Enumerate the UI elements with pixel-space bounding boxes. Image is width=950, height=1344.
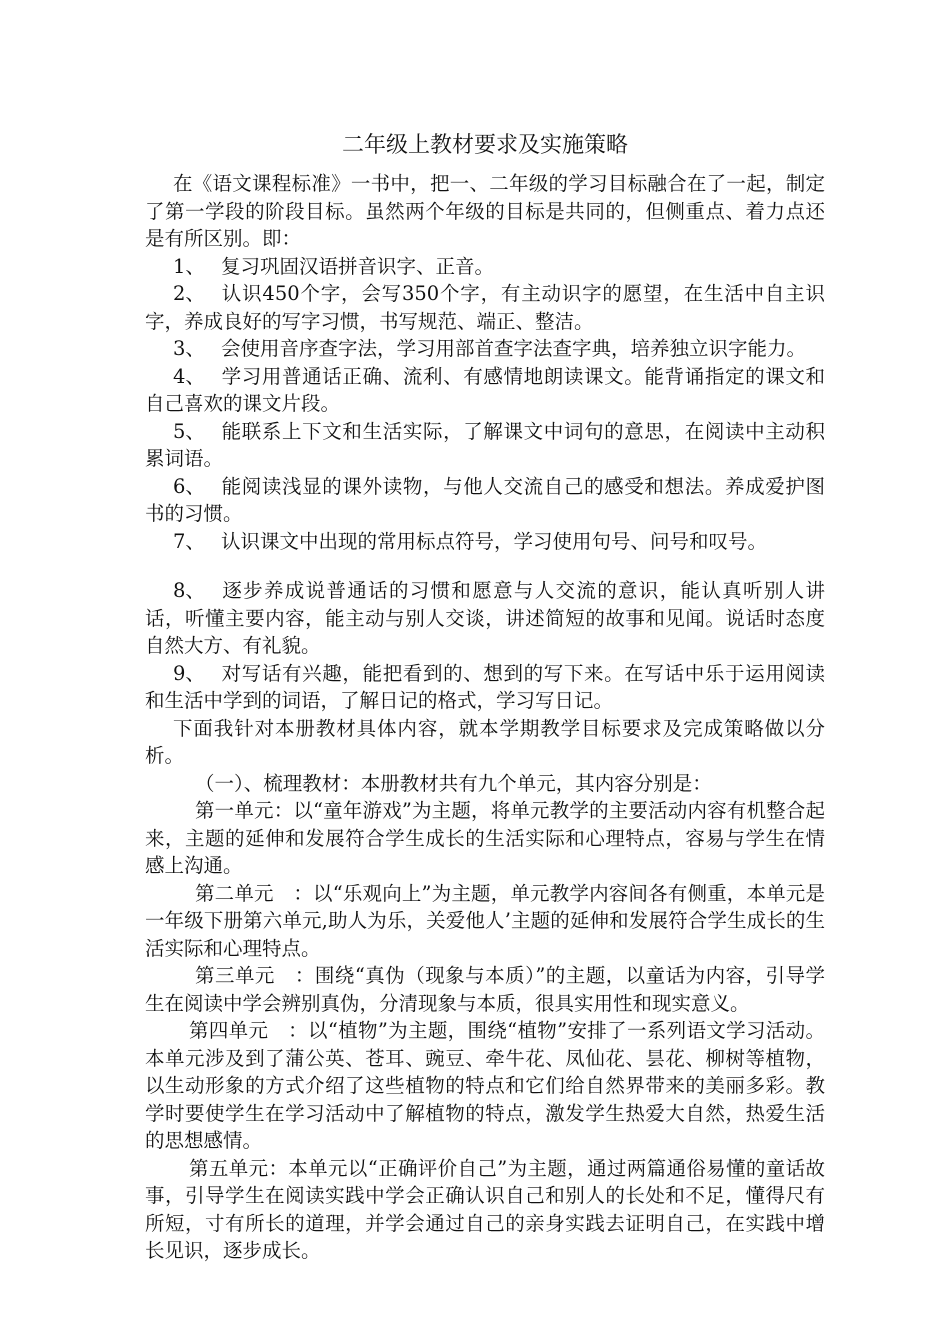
goal-item-1 <box>145 253 825 281</box>
goal-item-6 <box>145 473 825 528</box>
unit-1-paragraph: 第一单元：以“童年游戏”为主题，将单元教学的主要活动内容有机整合起来，主题的延伸和发展符合学生成长的生活实际和心理特点，容易与学生在情感上沟通。 <box>145 799 825 877</box>
goal-number: 9、 <box>173 661 205 685</box>
goal-number: 5、 <box>173 419 205 443</box>
unit-4-paragraph: 第四单元 ：以“植物”为主题，围绕“植物”安排了一系列语文学习活动。本单元涉及到了蒲公英、苍耳、豌豆、牵牛花、凤仙花、昙花、柳树等植物，以生动形象的方式介绍了这些植物的特点和它们给自然界带来的美丽多彩。教学时要使学生在学习活动中了解植物的特点，激发学生热爱大自然，热爱生活的思想感情。 <box>145 1019 825 1152</box>
goal-number: 4、 <box>173 364 205 388</box>
goal-number: 6、 <box>173 474 205 498</box>
goal-number: 3、 <box>173 337 205 360</box>
section-heading: （一）、梳理教材：本册教材共有九个单元，其内容分别是： <box>195 771 712 795</box>
intro-paragraph: 在《语文课程标准》一书中，把一、二年级的学习目标融合在了一起，制定了第一学段的阶段目标。虽然两个年级的目标是共同的，但侧重点、着力点还是有所区别。即： <box>145 172 825 250</box>
goal-text: 复习巩固汉语拼音识字、正音。 <box>221 254 495 278</box>
goal-number: 8、 <box>173 579 205 602</box>
unit-2-paragraph: 第二单元 ：以“乐观向上”为主题，单元教学内容间各有侧重，本单元是一年级下册第六单元,助人为乐，关爱他人’主题的延伸和发展符合学生成长的生活实际和心理特点。 <box>145 881 825 960</box>
document-title: 二年级上教材要求及实施策略 <box>341 133 628 158</box>
goal-item-3 <box>145 335 825 363</box>
goal-text: 能阅读浅显的课外读物，与他人交流自己的感受和想法。养成爱护图书的习惯。 <box>145 474 825 525</box>
goal-item-8 <box>145 577 825 660</box>
goal-text: 会使用音序查字法，学习用部首查字法查字典，培养独立识字能力。 <box>221 337 807 360</box>
goal-text: 认识课文中出现的常用标点符号，学习使用句号、问号和叹号。 <box>221 529 768 553</box>
goal-number: 7、 <box>173 529 205 553</box>
paragraph-gap <box>145 555 825 577</box>
goal-text: 认识450个字，会写350个字，有主动识字的愿望，在生活中自主识字，养成良好的写字习惯，书写规范、端正、整洁。 <box>145 282 825 333</box>
goal-number: 1、 <box>173 254 205 278</box>
goal-item-4 <box>145 363 825 418</box>
goal-item-7 <box>145 528 825 556</box>
unit-3-paragraph: 第三单元 ：围绕“真伪（现象与本质）”的主题，以童话为内容，引导学生在阅读中学会辨别真伪，分清现象与本质，很具实用性和现实意义。 <box>145 964 825 1015</box>
goal-text: 逐步养成说普通话的习惯和愿意与人交流的意识，能认真听别人讲话，听懂主要内容，能主动与别人交谈，讲述简短的故事和见闻。说话时态度自然大方、有礼貌。 <box>145 579 825 657</box>
goal-item-5 <box>145 418 825 473</box>
goal-text: 学习用普通话正确、流利、有感情地朗读课文。能背诵指定的课文和自己喜欢的课文片段。 <box>145 364 825 415</box>
goal-item-2 <box>145 280 825 335</box>
transition-paragraph: 下面我针对本册教材具体内容，就本学期教学目标要求及完成策略做以分析。 <box>145 716 825 767</box>
goal-text: 对写话有兴趣，能把看到的、想到的写下来。在写话中乐于运用阅读和生活中学到的词语，了解日记的格式，学习写日记。 <box>145 661 825 712</box>
goal-number: 2、 <box>173 282 205 305</box>
goal-item-9 <box>145 660 825 715</box>
goal-text: 能联系上下文和生活实际，了解课文中词句的意思，在阅读中主动积累词语。 <box>145 419 825 470</box>
document-page <box>145 130 825 1265</box>
unit-5-paragraph: 第五单元：本单元以“正确评价自己”为主题，通过两篇通俗易懂的童话故事，引导学生在阅读实践中学会正确认识自己和别人的长处和不足，懂得尺有所短，寸有所长的道理，并学会通过自己的亲身实践去证明自己，在实践中增长见识，逐步成长。 <box>145 1156 825 1262</box>
